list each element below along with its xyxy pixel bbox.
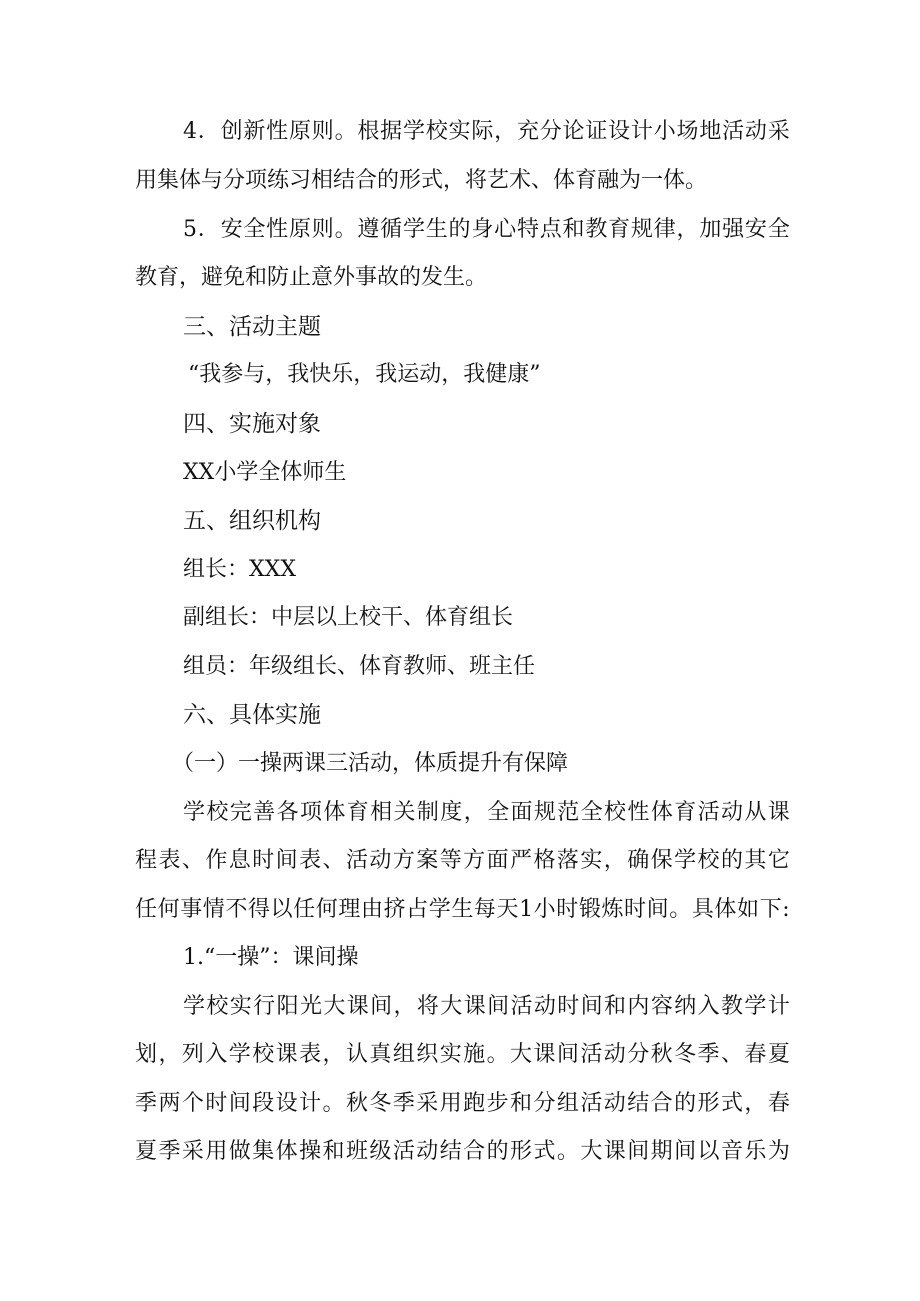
paragraph-line: 划 ， 列 入 学 校 课 表 ， 认 真 组 织 实 施 。 大 课 间 活 动 分 秋 冬 季 、 春 夏: [135, 1042, 790, 1067]
section-heading: 六、具体实施: [183, 702, 321, 728]
section-heading: 五、组织机构: [183, 508, 321, 534]
subsection-heading: （一）一操两课三活动，体质提升有保障: [172, 751, 569, 776]
section-heading: 四、实施对象: [183, 411, 321, 437]
paragraph-line: 学 校 完 善 各 项 体 育 相 关 制 度 ， 全 面 规 范 全 校 性 体 育 活 动 从 课: [183, 800, 790, 825]
paragraph-line: 学 校 实 行 阳 光 大 课 间 ， 将 大 课 间 活 动 时 间 和 内 容 纳 入 教 学 计: [183, 994, 790, 1019]
paragraph-line: 用集体与分项练习相结合的形式，将艺术、体育融为一体。: [135, 168, 708, 193]
theme-quote: “我参与，我快乐，我运动，我健康”: [188, 362, 541, 387]
paragraph-line: 程 表 、 作 息 时 间 表 、 活 动 方 案 等 方 面 严 格 落 实 ， 确 保 学 校 的 其 它: [135, 848, 790, 873]
paragraph-line: 夏 季 采 用 做 集 体 操 和 班 级 活 动 结 合 的 形 式 。 大 课 间 期 间 以 音 乐 为: [135, 1139, 790, 1164]
paragraph-line: 教育，避免和防止意外事故的发生。: [135, 265, 488, 290]
paragraph-line: 4 ． 创 新 性 原 则 。 根 据 学 校 实 际 ， 充 分 论 证 设 计 小 场 地 活 动 采: [183, 119, 790, 144]
target-text: XX小学全体师生: [183, 460, 347, 485]
org-leader: 组长：XXX: [183, 557, 296, 582]
paragraph-line: 5 ． 安 全 性 原 则 。 遵 循 学 生 的 身 心 特 点 和 教 育 规 律 ， 加 强 安 全: [183, 217, 790, 242]
org-members: 组员：年级组长、体育教师、班主任: [183, 654, 536, 679]
paragraph-line: 季 两 个 时 间 段 设 计 。 秋 冬 季 采 用 跑 步 和 分 组 活 动 结 合 的 形 式 ， 春: [135, 1091, 790, 1116]
org-deputy: 副组长：中层以上校干、体育组长: [183, 605, 514, 630]
item-heading: 1.“一操”：课间操: [183, 945, 359, 970]
paragraph-line: 任 何 事 情 不 得 以 任 何 理 由 挤 占 学 生 每 天 1 小 时 锻 炼 时 间 。 具 体 如 下 :: [135, 897, 790, 922]
section-heading: 三、活动主题: [183, 314, 321, 340]
